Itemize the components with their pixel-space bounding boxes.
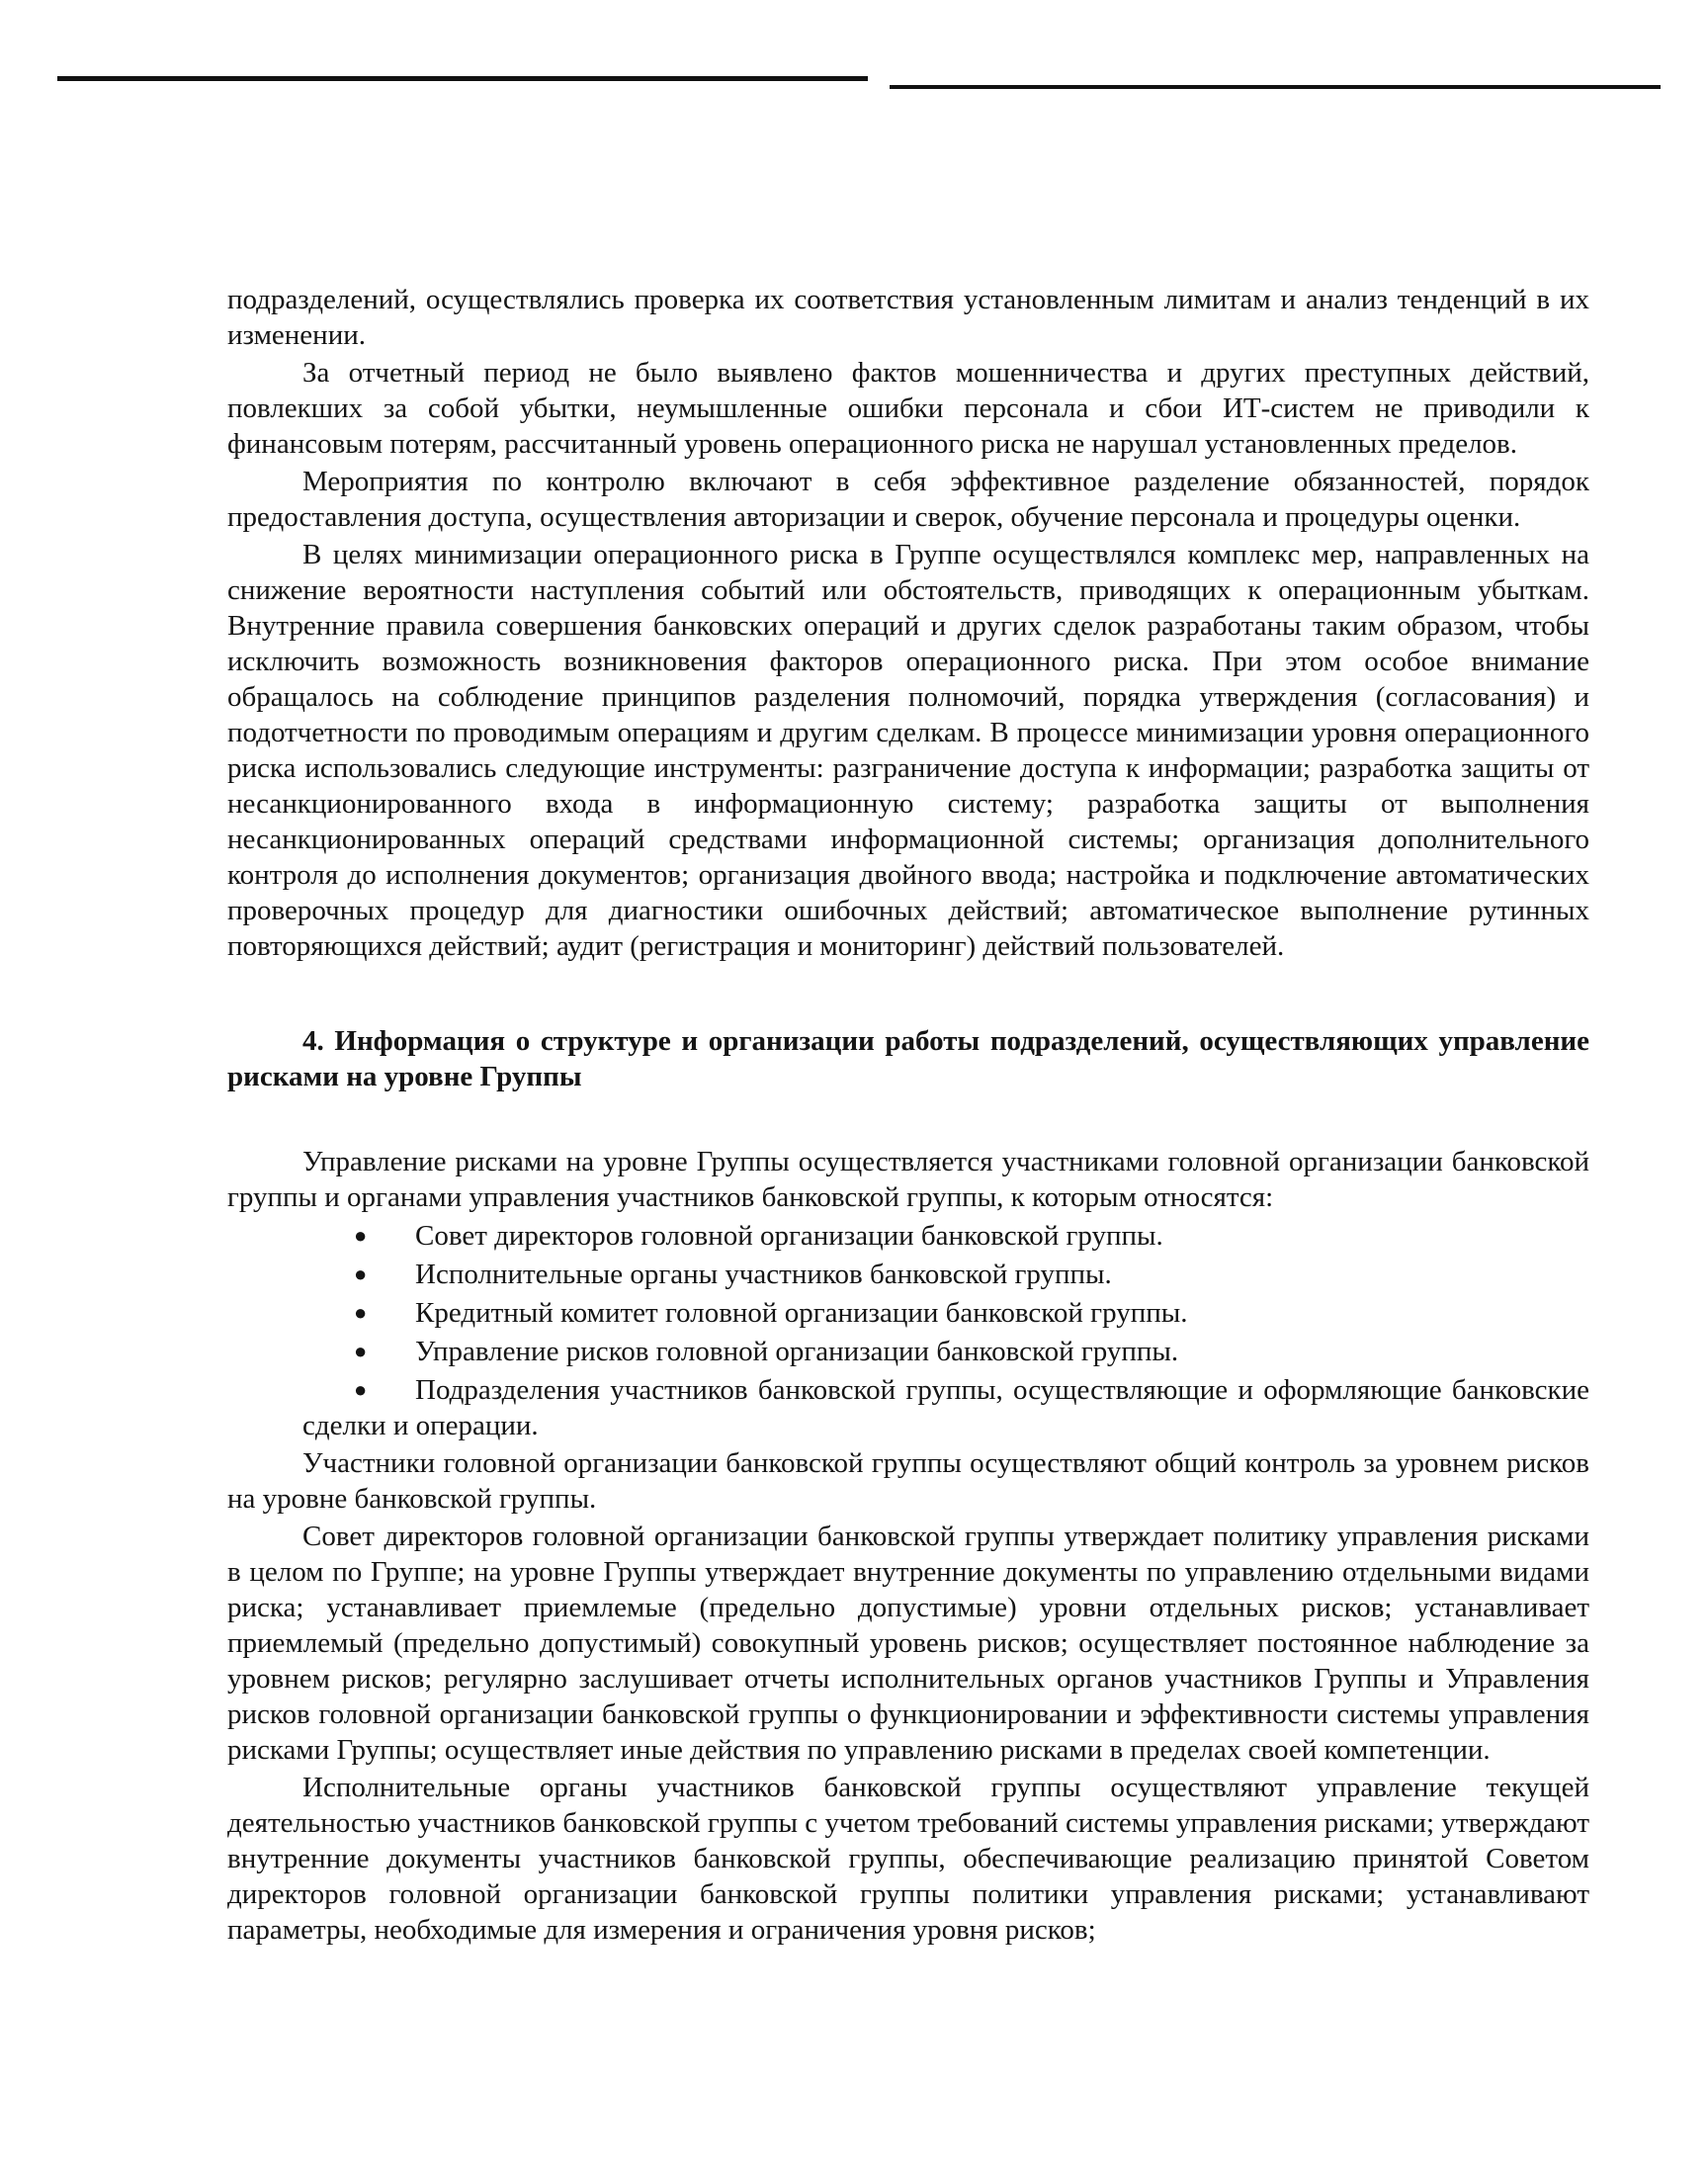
paragraph-intro: Управление рисками на уровне Группы осуществляется участниками головной организации банковской группы и органами управления участников банковской группы, к которым относятся: [227,1146,1589,1213]
bullet-icon: ● [354,1377,368,1402]
bullet-icon: ● [354,1262,368,1286]
paragraph-board-of-directors: Совет директоров головной организации банковской группы утверждает политику управления рисками в целом по Группе; на уровне Группы утверждает внутренние документы по управлению отдельными видами риска; устанавливает приемлемые (предельно допустимые) уровни отдельных рисков; устанавливает приемлемый (предельно допустимый) совокупный уровень рисков; осуществляет постоянное наблюдение за уровнем рисков; регулярно заслушивает отчеты исполнительных органов участников Группы и Управления рисков головной организации банковской группы о функционировании и эффективности системы управления рисками Группы; осуществляет иные действия по управлению рисками в пределах своей компетенции. [227,1521,1589,1766]
scan-top-rule-right [890,85,1661,89]
list-item-text: Управление рисков головной организации банковской группы. [415,1336,1179,1367]
bullet-icon: ● [354,1300,368,1325]
paragraph-fraud-facts: За отчетный период не было выявлено фактов мошенничества и других преступных действий, повлекших за собой убытки, неумышленные ошибки персонала и сбои ИТ-систем не приводили к финансовым потерям, рассчитанный уровень операционного риска не нарушал установленных пределов. [227,357,1589,460]
list-item [227,1218,1589,1254]
bullet-list [227,1218,1589,1443]
list-item-text: Подразделения участников банковской группы, осуществляющие и оформляющие банковские сделки и операции. [302,1374,1589,1441]
scan-top-rule-left [57,76,868,81]
document-page [227,282,1589,1948]
list-item [227,1295,1589,1331]
list-item-text: Кредитный комитет головной организации банковской группы. [415,1297,1188,1329]
list-item-text: Совет директоров головной организации банковской группы. [415,1220,1163,1252]
paragraph-participants-control: Участники головной организации банковской группы осуществляют общий контроль за уровнем рисков на уровне банковской группы. [227,1447,1589,1515]
paragraph-risk-minimization: В целях минимизации операционного риска в Группе осуществлялся комплекс мер, направленных на снижение вероятности наступления событий или обстоятельств, приводящих к операционным убыткам. Внутренние правила совершения банковских операций и других сделок разработаны таким образом, чтобы исключить возможность возникновения факторов операционного риска. При этом особое внимание обращалось на соблюдение принципов разделения полномочий, порядка утверждения (согласования) и подотчетности по проводимым операциям и другим сделкам. В процессе минимизации уровня операционного риска использовались следующие инструменты: разграничение доступа к информации; разработка защиты от несанкционированного входа в информационную систему; разработка защиты от выполнения несанкционированных операций средствами информационной системы; организация дополнительного контроля до исполнения документов; организация двойного ввода; настройка и подключение автоматических проверочных процедур для диагностики ошибочных действий; автоматическое выполнение рутинных повторяющихся действий; аудит (регистрация и мониторинг) действий пользователей. [227,539,1589,962]
list-item [227,1372,1589,1443]
list-item-text: Исполнительные органы участников банковской группы. [415,1259,1112,1290]
paragraph-continuation: подразделений, осуществлялись проверка их соответствия установленным лимитам и анализ тенденций в их изменении. [227,284,1589,351]
section-heading: 4. Информация о структуре и организации работы подразделений, осуществляющих управление рисками на уровне Группы [227,1025,1589,1092]
bullet-icon: ● [354,1339,368,1363]
bullet-icon: ● [354,1223,368,1248]
paragraph-control-measures: Мероприятия по контролю включают в себя эффективное разделение обязанностей, порядок предоставления доступа, осуществления авторизации и сверок, обучение персонала и процедуры оценки. [227,466,1589,533]
list-item [227,1334,1589,1369]
paragraph-executive-bodies: Исполнительные органы участников банковской группы осуществляют управление текущей деятельностью участников банковской группы с учетом требований системы управления рисками; утверждают внутренние документы участников банковской группы, обеспечивающие реализацию принятой Советом директоров головной организации банковской группы политики управления рисками; устанавливают параметры, необходимые для измерения и ограничения уровня рисков; [227,1772,1589,1946]
list-item [227,1257,1589,1292]
